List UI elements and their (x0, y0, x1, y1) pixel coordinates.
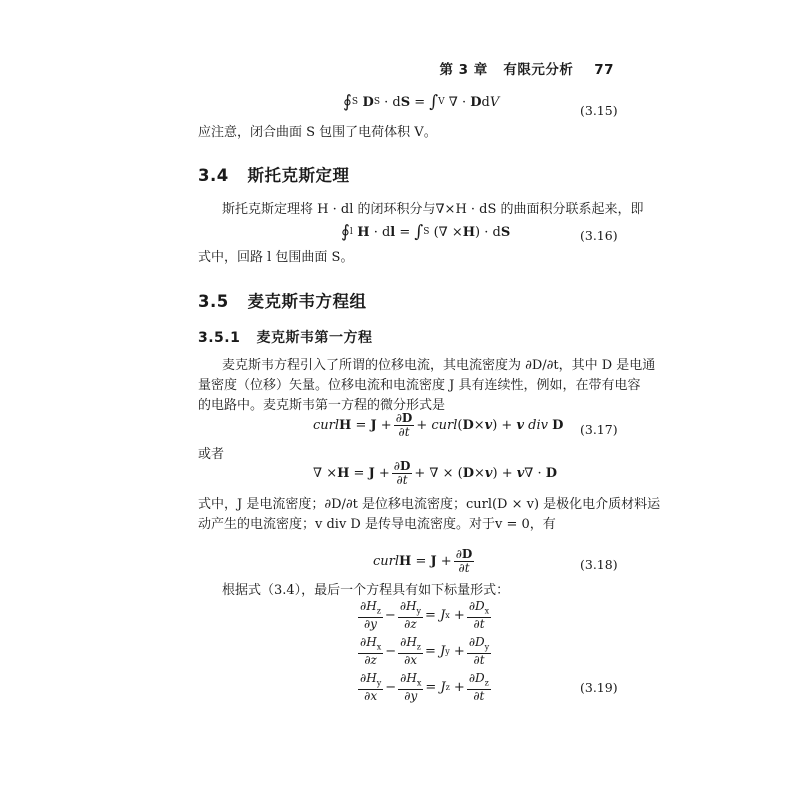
paragraph-maxwell-line-3: 的电路中。麦克斯韦第一方程的微分形式是 (198, 398, 446, 413)
paragraph-maxwell-line-2: 量密度（位移）矢量。位移电流和电流密度 J 具有连续性，例如，在带有电容 (198, 378, 641, 393)
eq-number-3-16: (3.16) (580, 228, 618, 243)
paragraph-definitions-line-2: 动产生的电流密度；v div D 是传导电流密度。对于v = 0，有 (198, 517, 556, 532)
text-or: 或者 (198, 447, 225, 462)
running-header (439, 58, 614, 78)
paragraph-maxwell-line-1: 麦克斯韦方程引入了所谓的位移电流，其电流密度为 ∂D/∂t，其中 D 是电通 (222, 358, 656, 373)
equation-curl-alt: ∇ × H = J + $\frac{\partial D}{\partial t}$ + ∇ × ( D × v ) + v ∇ · D (313, 459, 558, 487)
equation-3-19-line-2: $\frac{\partial H_x}{\partial z}$ − $\frac{\partial H_z}{\partial x}$ = J y + $\frac{\partial D_y}{\partial t}$ (360, 635, 490, 668)
chapter-label: 第 3 章 (439, 62, 488, 78)
equation-3-17: curl H = J + $\frac{\partial D}{\partial t}$ + curl ( D × v ) + v div D (313, 411, 564, 439)
eq-number-3-19: (3.19) (580, 680, 618, 695)
eq-number-3-17: (3.17) (580, 422, 618, 437)
paragraph: 式中，回路 l 包围曲面 S。 (198, 250, 354, 265)
paragraph-stokes: 斯托克斯定理将 H · dl 的闭环积分与∇×H · dS 的曲面积分联系起来，即 (222, 202, 644, 217)
eq-number-3-15: (3.15) (580, 103, 618, 118)
equation-3-15: ∮ S D S · d S = ∫ V ∇ · D d V (343, 92, 500, 112)
section-heading-3-5: 3.5 麦克斯韦方程组 (198, 292, 367, 311)
eq-number-3-18: (3.18) (580, 557, 618, 572)
subsection-heading-3-5-1: 3.5.1 麦克斯韦第一方程 (198, 330, 373, 346)
equation-3-18: curl H = J + $\frac{\partial D}{\partial t}$ (373, 547, 473, 575)
paragraph: 应注意，闭合曲面 S 包围了电荷体积 V。 (198, 125, 437, 140)
page-number: 77 (594, 62, 614, 78)
equation-3-19-line-3: $\frac{\partial H_y}{\partial x}$ − $\frac{\partial H_x}{\partial y}$ = J z + $\frac{\partial D_z}{\partial t}$ (360, 671, 489, 704)
chapter-title: 有限元分析 (503, 62, 574, 78)
paragraph-definitions-line-1: 式中，J 是电流密度；∂D/∂t 是位移电流密度；curl(D × v) 是极化电介质材料运 (198, 497, 661, 512)
equation-3-19-line-1: $\frac{\partial H_z}{\partial y}$ − $\frac{\partial H_y}{\partial z}$ = J x + $\frac{\partial D_x}{\partial t}$ (360, 599, 490, 632)
paragraph-scalar-form: 根据式（3.4），最后一个方程具有如下标量形式： (222, 583, 510, 598)
equation-3-16: ∮ l H · d l = ∫ S (∇ × H ) · d S (341, 222, 511, 242)
section-heading-3-4: 3.4 斯托克斯定理 (198, 166, 350, 185)
